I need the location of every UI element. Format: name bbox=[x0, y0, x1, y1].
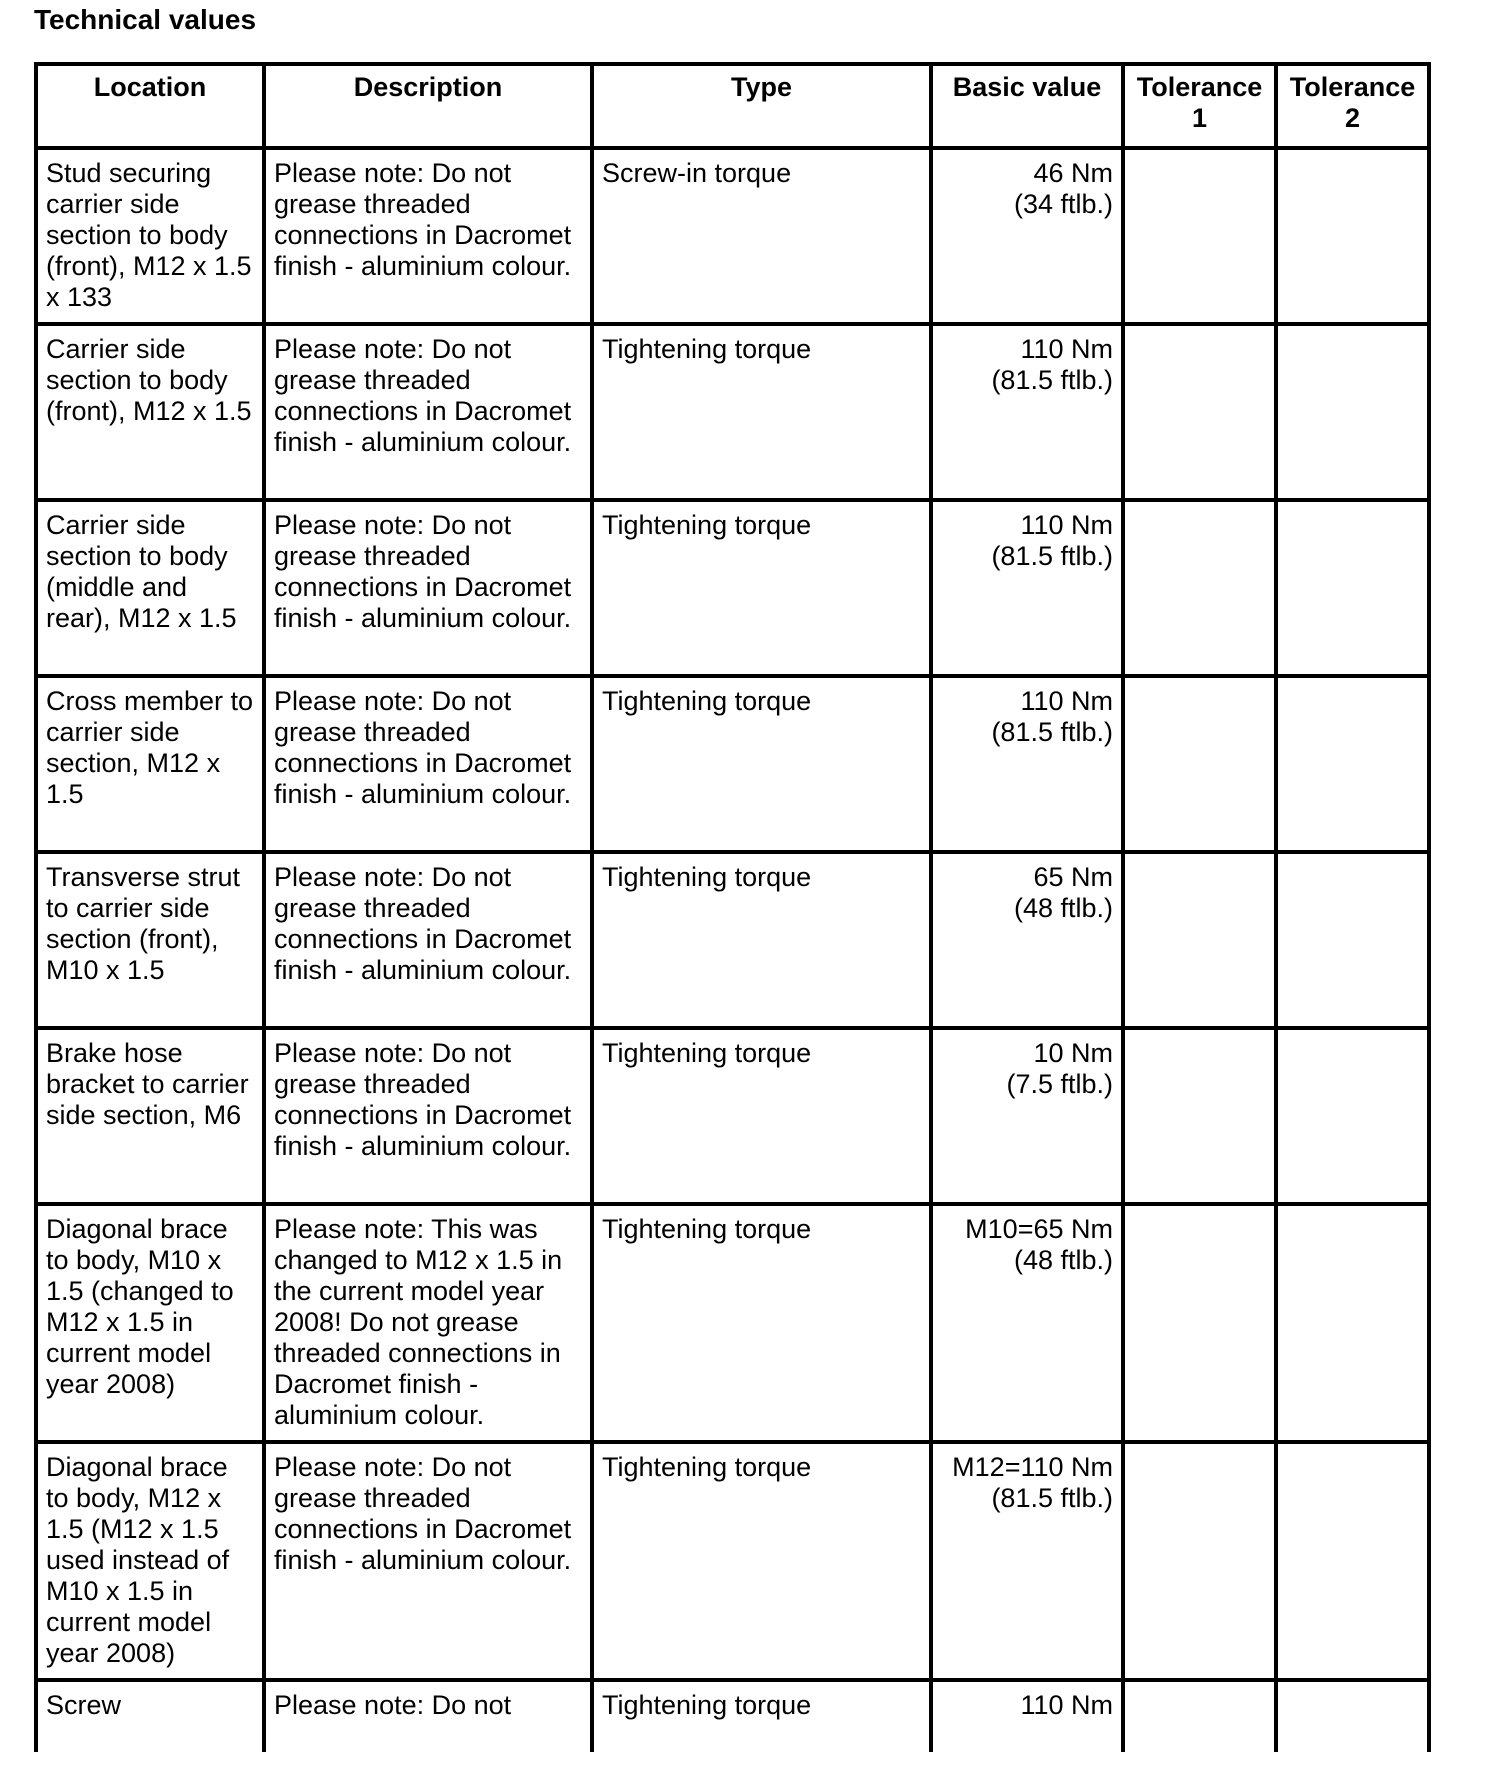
cell-basic-value: 110 Nm (81.5 ftlb.) bbox=[931, 500, 1123, 676]
header-basic-value: Basic value bbox=[931, 64, 1123, 148]
header-tolerance-1: Tolerance 1 bbox=[1123, 64, 1276, 148]
cell-type: Tightening torque bbox=[592, 500, 931, 676]
header-description: Description bbox=[264, 64, 592, 148]
page-title: Technical values bbox=[34, 4, 257, 35]
cell-location: Diagonal brace to body, M12 x 1.5 (M12 x 1.5 used instead of M10 x 1.5 in current model year 2008) bbox=[36, 1442, 264, 1680]
cell-type: Tightening torque bbox=[592, 1028, 931, 1204]
cell-description: Please note: Do not grease threaded connections in Dacromet finish - aluminium colour. bbox=[264, 852, 592, 1028]
cell-location: Screw bbox=[36, 1680, 264, 1752]
cell-type: Tightening torque bbox=[592, 676, 931, 852]
cell-type: Tightening torque bbox=[592, 324, 931, 500]
cell-description: Please note: Do not grease threaded connections in Dacromet finish - aluminium colour. bbox=[264, 676, 592, 852]
cell-basic-value: 110 Nm (81.5 ftlb.) bbox=[931, 324, 1123, 500]
cell-tolerance-1 bbox=[1123, 148, 1276, 324]
cell-description: Please note: Do not grease threaded connections in Dacromet finish - aluminium colour. bbox=[264, 148, 592, 324]
cell-basic-value: 110 Nm bbox=[931, 1680, 1123, 1752]
cell-basic-value: 10 Nm (7.5 ftlb.) bbox=[931, 1028, 1123, 1204]
header-type: Type bbox=[592, 64, 931, 148]
cell-tolerance-1 bbox=[1123, 1204, 1276, 1442]
cell-basic-value: 46 Nm (34 ftlb.) bbox=[931, 148, 1123, 324]
cell-location: Brake hose bracket to carrier side section, M6 bbox=[36, 1028, 264, 1204]
cell-location: Carrier side section to body (middle and rear), M12 x 1.5 bbox=[36, 500, 264, 676]
cell-location: Stud securing carrier side section to body (front), M12 x 1.5 x 133 bbox=[36, 148, 264, 324]
cell-tolerance-1 bbox=[1123, 1028, 1276, 1204]
cell-type: Tightening torque bbox=[592, 1442, 931, 1680]
cell-tolerance-1 bbox=[1123, 852, 1276, 1028]
cell-tolerance-2 bbox=[1276, 1442, 1429, 1680]
table-row bbox=[36, 1442, 1429, 1680]
cell-location: Carrier side section to body (front), M12 x 1.5 bbox=[36, 324, 264, 500]
table-row bbox=[36, 148, 1429, 324]
cell-tolerance-2 bbox=[1276, 148, 1429, 324]
table-row bbox=[36, 676, 1429, 852]
cell-basic-value: M10=65 Nm (48 ftlb.) bbox=[931, 1204, 1123, 1442]
cell-tolerance-2 bbox=[1276, 324, 1429, 500]
table-row bbox=[36, 852, 1429, 1028]
cell-tolerance-2 bbox=[1276, 1028, 1429, 1204]
cell-location: Transverse strut to carrier side section (front), M10 x 1.5 bbox=[36, 852, 264, 1028]
header-tolerance-2: Tolerance 2 bbox=[1276, 64, 1429, 148]
table-row bbox=[36, 324, 1429, 500]
cell-tolerance-2 bbox=[1276, 676, 1429, 852]
cell-location: Diagonal brace to body, M10 x 1.5 (changed to M12 x 1.5 in current model year 2008) bbox=[36, 1204, 264, 1442]
cell-basic-value: M12=110 Nm (81.5 ftlb.) bbox=[931, 1442, 1123, 1680]
cell-tolerance-1 bbox=[1123, 1442, 1276, 1680]
cell-basic-value: 110 Nm (81.5 ftlb.) bbox=[931, 676, 1123, 852]
cell-description: Please note: Do not grease threaded connections in Dacromet finish - aluminium colour. bbox=[264, 1028, 592, 1204]
cell-description: Please note: This was changed to M12 x 1.5 in the current model year 2008! Do not grease threaded connections in Dacromet finish - aluminium colour. bbox=[264, 1204, 592, 1442]
cell-tolerance-2 bbox=[1276, 852, 1429, 1028]
table-row bbox=[36, 1680, 1429, 1752]
cell-tolerance-2 bbox=[1276, 500, 1429, 676]
header-location: Location bbox=[36, 64, 264, 148]
table-row bbox=[36, 1204, 1429, 1442]
cell-type: Screw-in torque bbox=[592, 148, 931, 324]
cell-type: Tightening torque bbox=[592, 852, 931, 1028]
cell-type: Tightening torque bbox=[592, 1680, 931, 1752]
cell-tolerance-1 bbox=[1123, 1680, 1276, 1752]
cell-description: Please note: Do not grease threaded connections in Dacromet finish - aluminium colour. bbox=[264, 500, 592, 676]
cell-description: Please note: Do not grease threaded connections in Dacromet finish - aluminium colour. bbox=[264, 324, 592, 500]
table-header-row bbox=[36, 64, 1429, 148]
technical-values-table bbox=[34, 62, 1431, 1752]
cell-location: Cross member to carrier side section, M12 x 1.5 bbox=[36, 676, 264, 852]
cell-description: Please note: Do not grease threaded connections in Dacromet finish - aluminium colour. bbox=[264, 1442, 592, 1680]
cell-basic-value: 65 Nm (48 ftlb.) bbox=[931, 852, 1123, 1028]
cell-tolerance-2 bbox=[1276, 1204, 1429, 1442]
cell-tolerance-1 bbox=[1123, 500, 1276, 676]
cell-tolerance-2 bbox=[1276, 1680, 1429, 1752]
cell-tolerance-1 bbox=[1123, 324, 1276, 500]
cell-type: Tightening torque bbox=[592, 1204, 931, 1442]
table-row bbox=[36, 500, 1429, 676]
table-row bbox=[36, 1028, 1429, 1204]
cell-tolerance-1 bbox=[1123, 676, 1276, 852]
cell-description: Please note: Do not bbox=[264, 1680, 592, 1752]
